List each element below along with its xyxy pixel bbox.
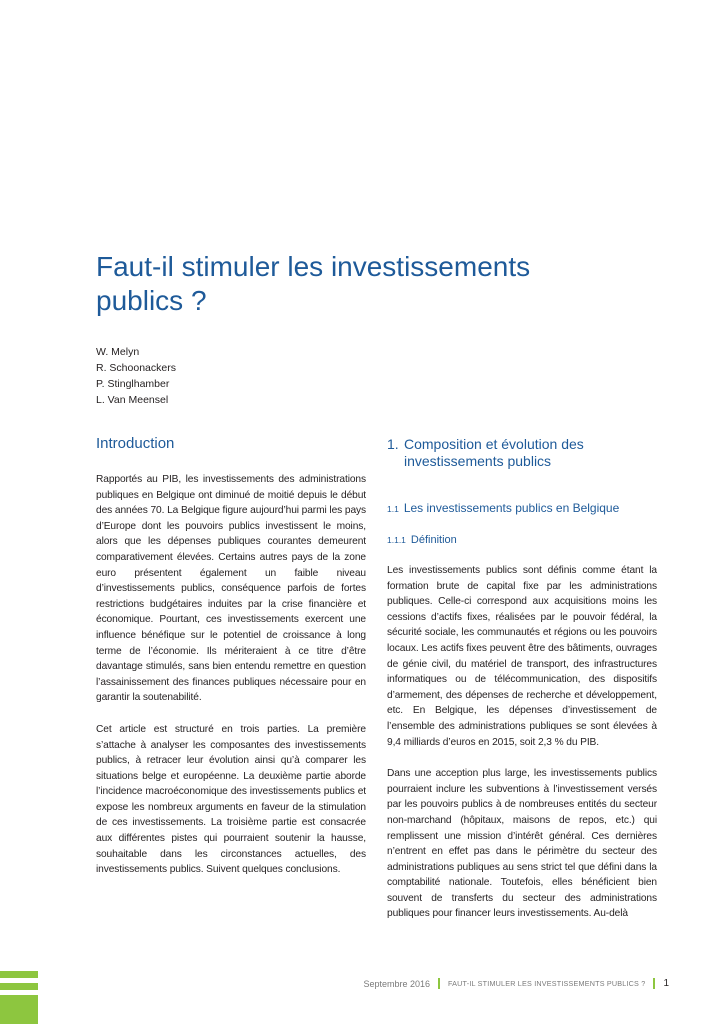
author-name: L. Van Meensel [96, 394, 169, 406]
article-title [96, 250, 656, 318]
introduction-paragraph-2: Cet article est structuré en trois parties. La première s’attache à analyser les composantes des investissements publics, à retracer leur évolution ainsi qu’à comparer les situations belge et européenne. La deuxième partie aborde l’incidence macroéconomique des investissements publics et expose les nombreux arguments en faveur de la stimulation de ces investissements. La troisième partie est consacrée aux différentes pistes qui pourraient soutenir la hausse, souhaitable dans les circonstances actuelles, des investissements publics. Suivent quelques conclusions. [96, 723, 366, 876]
subsubsection-number: 1.1.1 [387, 535, 406, 545]
footer-separator [653, 978, 655, 989]
page-footer [363, 978, 669, 989]
right-column [387, 434, 657, 922]
definition-paragraph-1: Les investissements publics sont définis comme étant la formation brute de capital fixe par les administrations publiques. Celle-ci correspond aux acquisitions moins les cessions d’actifs fixes, réalisées par le pouvoir fédéral, la sécurité sociale, les communautés et régions ou les pouvoirs locaux. Les actifs fixes peuvent être des bâtiments, ouvrages de génie civil, du matériel de transport, des infrastructures informatiques ou de télécommunication, des dispositifs d’armement, des dépenses de recherche et développement, etc. En Belgique, les dépenses d’investissement de l’ensemble des administrations publiques se sont élevées à 9,4 milliards d’euros en 2015, soit 2,3 % du PIB. [387, 565, 657, 748]
section-title: Composition et évolution des investissements publics [404, 436, 584, 469]
section-number: 1. [387, 436, 399, 452]
left-column [96, 434, 366, 878]
definition-paragraph-2: Dans une acception plus large, les investissements publics pourraient inclure les subventions à l’investissement versés par les pouvoirs publics à de nombreuses entités du secteur non-marchand (hôpitaux, maisons de repos, etc.) qui remplissent une mission d’intérêt général. Ces dernières n’entrent en effet pas dans le périmètre du secteur des administrations publiques au sens strict tel que défini dans la comptabilité nationale. Toutefois, elles bénéficient bien souvent de transferts du secteur des administrations publiques pour financer leurs investissements. Au-delà [387, 768, 657, 920]
footer-decoration [0, 971, 38, 1024]
author-list [96, 344, 176, 408]
footer-separator [438, 978, 440, 989]
subsection-title: Les investissements publics en Belgique [403, 501, 620, 515]
footer-running-title: FAUT-IL STIMULER LES INVESTISSEMENTS PUBLICS ? [447, 979, 646, 988]
subsection-number: 1.1 [387, 504, 399, 514]
subsection-heading [387, 500, 657, 517]
section-heading [387, 436, 657, 470]
article-title-line-2: publics ? [96, 285, 207, 316]
author-name: R. Schoonackers [96, 362, 176, 374]
footer-date: Septembre 2016 [363, 978, 430, 989]
introduction-paragraph-1: Rapportés au PIB, les investissements des administrations publiques en Belgique ont diminué de moitié depuis le début des années 70. La Belgique figure aujourd’hui parmi les pays d’Europe dont les pouvoirs publics investissent le moins, alors que les dépenses publiques courantes demeurent comparativement élevées. Certains autres pays de la zone euro présentent également un faible niveau d’investissements publics, conséquence parfois de fortes restrictions budgétaires induites par la crise financière et économique. Pourtant, ces investissements exercent une influence bénéfique sur le potentiel de croissance à long terme de l’économie. Ils mériteraient à ce titre d’être davantage stimulés, sans bien entendu remettre en question l’assainissement des finances publiques nécessaire pour en garantir la soutenabilité. [96, 474, 366, 704]
introduction-heading: Introduction [96, 435, 175, 452]
subsubsection-heading [387, 533, 657, 547]
page-number: 1 [663, 978, 669, 989]
article-title-line-1: Faut-il stimuler les investissements [96, 251, 531, 282]
author-name: W. Melyn [96, 346, 140, 358]
subsubsection-title: Définition [410, 534, 457, 546]
author-name: P. Stinglhamber [96, 378, 170, 390]
